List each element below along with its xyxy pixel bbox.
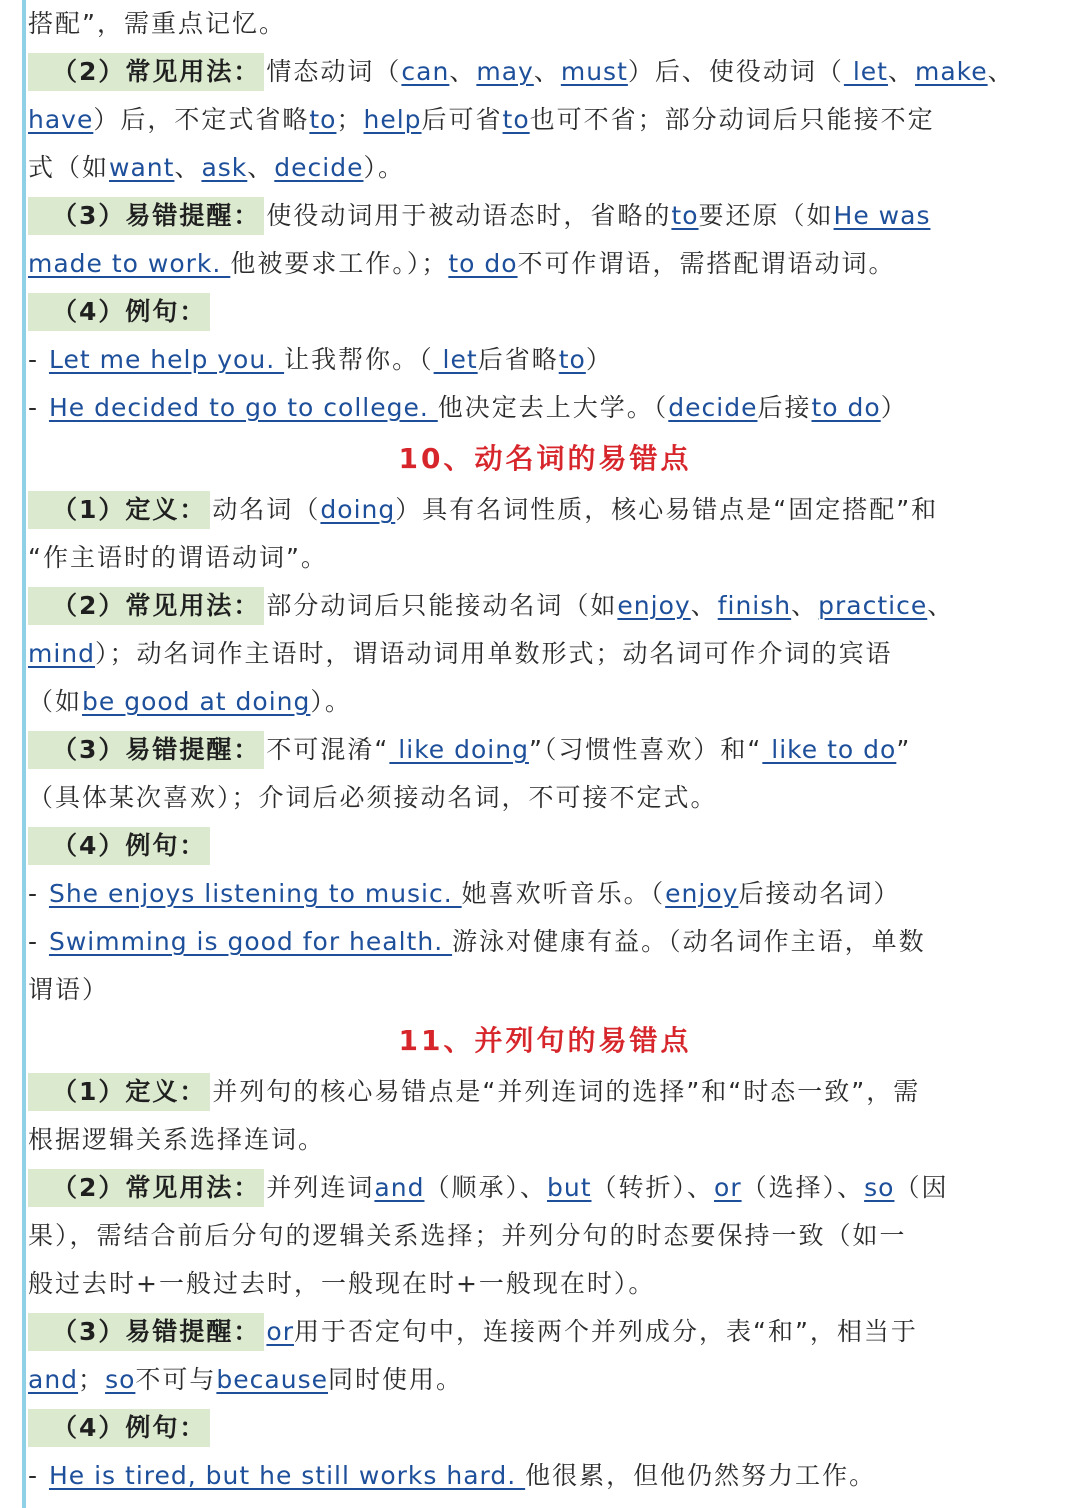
line-text: ” bbox=[896, 735, 912, 764]
text-line bbox=[28, 678, 1062, 726]
english-term: to do bbox=[448, 249, 518, 278]
english-term: practice bbox=[818, 591, 928, 620]
line-text: - bbox=[28, 879, 49, 908]
line-text: 后省略 bbox=[477, 345, 559, 374]
english-term: He was bbox=[833, 201, 931, 230]
line-text: ）具有名词性质，核心易错点是“固定搭配”和 bbox=[395, 495, 939, 524]
line-text: 动名词（ bbox=[212, 495, 321, 524]
english-term: ask bbox=[201, 153, 248, 182]
line-text: （因 bbox=[894, 1173, 949, 1202]
line-text: （转折）、 bbox=[591, 1173, 715, 1202]
english-term: be good at doing bbox=[82, 687, 311, 716]
point-label: （2）常见用法： bbox=[28, 587, 264, 625]
line-text: 部分动词后只能接动名词（如 bbox=[266, 591, 618, 620]
english-term: so bbox=[864, 1173, 895, 1202]
point-label: （1）定义： bbox=[28, 491, 210, 529]
text-line bbox=[28, 1212, 1062, 1260]
english-term: to bbox=[309, 105, 337, 134]
left-border bbox=[0, 0, 26, 1508]
text-line bbox=[28, 1164, 1062, 1212]
line-text: 他很累，但他仍然努力工作。 bbox=[525, 1461, 877, 1490]
english-term: made to work. bbox=[28, 249, 231, 278]
english-term: decide bbox=[274, 153, 364, 182]
text-line bbox=[28, 534, 1062, 582]
line-text: “作主语时的谓语动词”。 bbox=[28, 543, 328, 572]
line-text: ）后，不定式省略 bbox=[93, 105, 310, 134]
text-line bbox=[28, 96, 1062, 144]
point-label: （3）易错提醒： bbox=[28, 1313, 264, 1351]
text-line bbox=[28, 822, 1062, 870]
english-term: can bbox=[401, 57, 450, 86]
line-text: 她喜欢听音乐。（ bbox=[461, 879, 666, 908]
line-text: 、 bbox=[449, 57, 477, 86]
point-label: （1）定义： bbox=[28, 1073, 210, 1111]
point-label: （3）易错提醒： bbox=[28, 197, 264, 235]
line-text: 让我帮你。（ bbox=[284, 345, 434, 374]
english-term: like doing bbox=[389, 735, 529, 764]
text-line bbox=[28, 582, 1062, 630]
english-term: like to do bbox=[762, 735, 897, 764]
english-term: want bbox=[109, 153, 175, 182]
line-text: 、 bbox=[927, 591, 955, 620]
english-term: enjoy bbox=[665, 879, 739, 908]
english-term: finish bbox=[717, 591, 792, 620]
line-text: 用于否定句中，连接两个并列成分，表“和”，相当于 bbox=[293, 1317, 918, 1346]
text-line bbox=[28, 918, 1062, 966]
document-page bbox=[28, 0, 1062, 1508]
line-text: 、 bbox=[690, 591, 718, 620]
text-line bbox=[28, 0, 1062, 48]
text-line bbox=[28, 1068, 1062, 1116]
english-term: because bbox=[216, 1365, 328, 1394]
line-text: ”（习惯性喜欢）和“ bbox=[528, 735, 763, 764]
point-label: （2）常见用法： bbox=[28, 1169, 264, 1207]
text-line bbox=[28, 774, 1062, 822]
english-term: He is tired, but he still works hard. bbox=[48, 1461, 526, 1490]
line-text: 、 bbox=[174, 153, 202, 182]
line-text: 同时使用。 bbox=[327, 1365, 463, 1394]
english-term: mind bbox=[28, 639, 96, 668]
line-text: （选择）、 bbox=[741, 1173, 865, 1202]
english-term: have bbox=[28, 105, 94, 134]
text-line bbox=[28, 1452, 1062, 1500]
line-text: ； bbox=[78, 1365, 106, 1394]
line-text: 使役动词用于被动语态时，省略的 bbox=[266, 201, 672, 230]
text-line bbox=[28, 144, 1062, 192]
line-text: 果），需结合前后分句的逻辑关系选择；并列分句的时态要保持一致（如一 bbox=[28, 1221, 907, 1250]
english-term: help bbox=[363, 105, 422, 134]
line-text: ） bbox=[880, 393, 908, 422]
point-label: （2）常见用法： bbox=[28, 53, 264, 91]
point-label: （4）例句： bbox=[28, 827, 210, 865]
text-line bbox=[28, 1116, 1062, 1164]
english-term: Swimming is good for health. bbox=[48, 927, 453, 956]
line-text: ）。 bbox=[363, 153, 406, 182]
text-line bbox=[28, 966, 1062, 1014]
english-term: Let me help you. bbox=[48, 345, 285, 374]
line-text: 不可与 bbox=[135, 1365, 217, 1394]
text-line bbox=[28, 384, 1062, 432]
english-term: doing bbox=[320, 495, 396, 524]
line-text: 、 bbox=[987, 57, 1015, 86]
line-text: 、 bbox=[533, 57, 561, 86]
text-line bbox=[28, 870, 1062, 918]
line-text: ） bbox=[585, 345, 613, 374]
line-text: 、 bbox=[791, 591, 819, 620]
line-text: 并列连词 bbox=[266, 1173, 375, 1202]
section-heading: 11、并列句的易错点 bbox=[398, 1024, 692, 1057]
text-line bbox=[28, 1260, 1062, 1308]
english-term: may bbox=[476, 57, 534, 86]
line-text: - bbox=[28, 345, 49, 374]
line-text: 游泳对健康有益。（动名词作主语，单数 bbox=[452, 927, 926, 956]
line-text: 他决定去上大学。（ bbox=[437, 393, 669, 422]
line-text: 不可作谓语，需搭配谓语动词。 bbox=[517, 249, 896, 278]
line-text: 他被要求工作。）； bbox=[230, 249, 449, 278]
line-text: 后可省 bbox=[421, 105, 503, 134]
english-term: She enjoys listening to music. bbox=[48, 879, 462, 908]
english-term: so bbox=[105, 1365, 136, 1394]
line-text: 般过去时+一般过去时，一般现在时+一般现在时）。 bbox=[28, 1269, 656, 1298]
english-term: He decided to go to college. bbox=[48, 393, 438, 422]
point-label: （4）例句： bbox=[28, 293, 210, 331]
english-term: to do bbox=[811, 393, 881, 422]
line-text: 根据逻辑关系选择连词。 bbox=[28, 1125, 326, 1154]
line-text: 、 bbox=[247, 153, 275, 182]
line-text: 搭配”，需重点记忆。 bbox=[28, 9, 286, 38]
line-text: 式（如 bbox=[28, 153, 110, 182]
english-term: enjoy bbox=[617, 591, 691, 620]
section-heading: 10、动名词的易错点 bbox=[398, 442, 692, 475]
text-line bbox=[28, 630, 1062, 678]
line-text: 谓语） bbox=[28, 975, 110, 1004]
point-label: （4）例句： bbox=[28, 1409, 210, 1447]
english-term: let bbox=[433, 345, 478, 374]
english-term: but bbox=[546, 1173, 592, 1202]
english-term: to bbox=[558, 345, 586, 374]
text-line bbox=[28, 1356, 1062, 1404]
text-line bbox=[28, 1404, 1062, 1452]
line-text: 并列句的核心易错点是“并列连词的选择”和“时态一致”，需 bbox=[212, 1077, 921, 1106]
text-line bbox=[28, 192, 1062, 240]
line-text: ）；动名词作主语时，谓语动词用单数形式；动名词可作介词的宾语 bbox=[95, 639, 893, 668]
line-text: ）后、使役动词（ bbox=[627, 57, 844, 86]
line-text: 也可不省；部分动词后只能接不定 bbox=[529, 105, 935, 134]
english-term: make bbox=[914, 57, 988, 86]
text-line bbox=[28, 48, 1062, 96]
line-text: （具体某次喜欢）；介词后必须接动名词，不可接不定式。 bbox=[28, 783, 718, 812]
line-text: ）。 bbox=[310, 687, 352, 716]
line-text: 、 bbox=[887, 57, 915, 86]
english-term: decide bbox=[668, 393, 758, 422]
line-text: （如 bbox=[28, 687, 83, 716]
english-term: and bbox=[374, 1173, 425, 1202]
text-line bbox=[28, 486, 1062, 534]
line-text: 后接 bbox=[757, 393, 812, 422]
line-text: 要还原（如 bbox=[698, 201, 834, 230]
line-text: - bbox=[28, 393, 49, 422]
english-term: let bbox=[843, 57, 888, 86]
line-text: - bbox=[28, 927, 49, 956]
text-line bbox=[28, 240, 1062, 288]
line-text: - bbox=[28, 1461, 49, 1490]
english-term: and bbox=[28, 1365, 79, 1394]
english-term: or bbox=[266, 1317, 294, 1346]
english-term: must bbox=[560, 57, 628, 86]
english-term: or bbox=[714, 1173, 742, 1202]
line-text: （顺承）、 bbox=[424, 1173, 547, 1202]
english-term: to bbox=[502, 105, 530, 134]
text-line bbox=[28, 288, 1062, 336]
line-text: 情态动词（ bbox=[266, 57, 402, 86]
point-label: （3）易错提醒： bbox=[28, 731, 264, 769]
text-line bbox=[28, 1308, 1062, 1356]
text-line bbox=[28, 336, 1062, 384]
text-line bbox=[28, 726, 1062, 774]
line-text: 后接动名词） bbox=[738, 879, 901, 908]
line-text: ； bbox=[336, 105, 364, 134]
line-text: 不可混淆“ bbox=[266, 735, 390, 764]
english-term: to bbox=[671, 201, 699, 230]
